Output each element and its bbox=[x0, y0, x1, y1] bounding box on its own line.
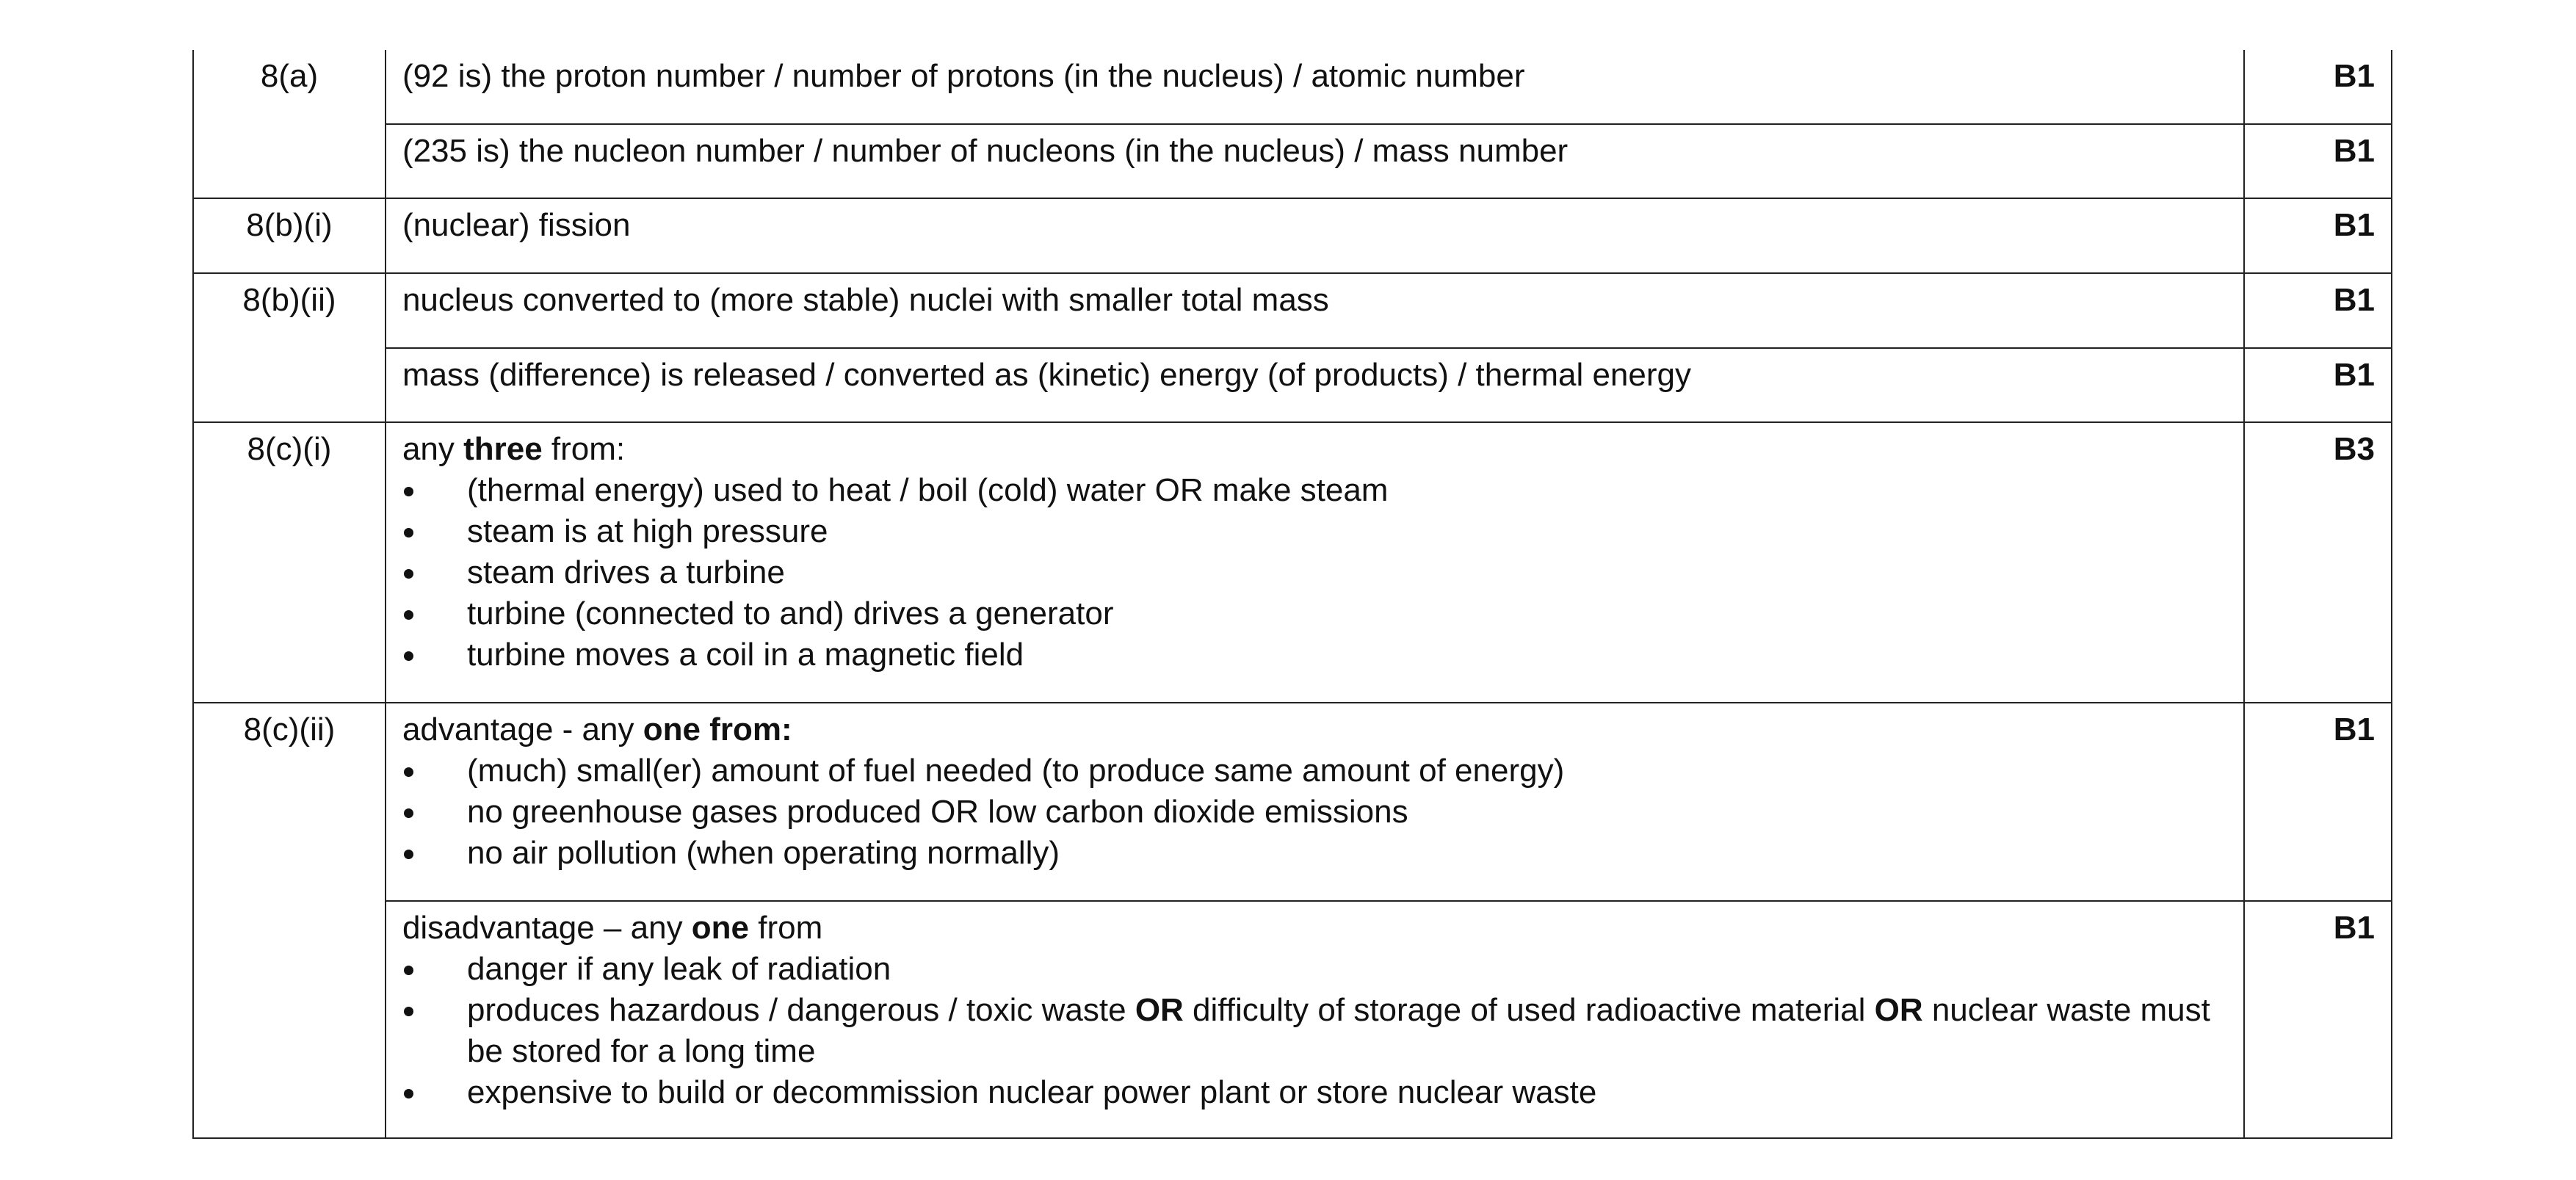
bullet-icon bbox=[404, 808, 413, 818]
mark-cell bbox=[2244, 901, 2392, 1138]
question-number: 8(a) bbox=[260, 58, 319, 94]
list-item: turbine moves a coil in a magnetic field bbox=[402, 634, 2229, 676]
answer-cell bbox=[386, 422, 2244, 703]
table-row bbox=[193, 198, 2392, 273]
answer-text: nucleus converted to (more stable) nuclei with smaller total mass bbox=[402, 282, 1329, 318]
question-number-cell bbox=[193, 273, 386, 422]
table-row bbox=[193, 273, 2392, 348]
mark-value: B3 bbox=[2333, 431, 2375, 467]
answer-bullet-list bbox=[402, 750, 2229, 874]
question-number-cell bbox=[193, 703, 386, 1138]
bullet-icon bbox=[404, 850, 413, 859]
mark-value: B1 bbox=[2333, 357, 2375, 393]
answer-cell bbox=[386, 50, 2244, 124]
answer-text: (235 is) the nucleon number / number of nucleons (in the nucleus) / mass number bbox=[402, 133, 1569, 169]
question-number-cell bbox=[193, 50, 386, 198]
table-row bbox=[193, 124, 2392, 198]
answer-bullet-list bbox=[402, 470, 2229, 676]
mark-value: B1 bbox=[2333, 207, 2375, 243]
table-row bbox=[193, 901, 2392, 1138]
mark-value: B1 bbox=[2333, 282, 2375, 318]
table-row bbox=[193, 422, 2392, 703]
answer-cell bbox=[386, 124, 2244, 198]
answer-cell bbox=[386, 273, 2244, 348]
table-row bbox=[193, 50, 2392, 124]
list-item: steam drives a turbine bbox=[402, 552, 2229, 593]
mark-value: B1 bbox=[2333, 712, 2375, 748]
list-item: steam is at high pressure bbox=[402, 511, 2229, 552]
answer-intro: disadvantage – any one from bbox=[402, 910, 823, 946]
mark-cell bbox=[2244, 348, 2392, 422]
bullet-icon bbox=[404, 487, 413, 496]
answer-bullet-list bbox=[402, 949, 2229, 1113]
list-item: turbine (connected to and) drives a generator bbox=[402, 593, 2229, 634]
bullet-icon bbox=[404, 651, 413, 661]
mark-cell bbox=[2244, 273, 2392, 348]
bullet-icon bbox=[404, 610, 413, 620]
answer-text: (92 is) the proton number / number of protons (in the nucleus) / atomic number bbox=[402, 58, 1525, 94]
mark-value: B1 bbox=[2333, 58, 2375, 94]
question-number: 8(c)(ii) bbox=[243, 712, 336, 748]
answer-cell bbox=[386, 198, 2244, 273]
answer-intro: any three from: bbox=[402, 431, 626, 467]
question-number: 8(b)(i) bbox=[246, 207, 333, 243]
list-item: no air pollution (when operating normally) bbox=[402, 833, 2229, 874]
bullet-icon bbox=[404, 966, 413, 975]
list-item: produces hazardous / dangerous / toxic waste OR difficulty of storage of used radioactive material OR nuclear waste must be stored for a long time bbox=[402, 990, 2229, 1072]
bullet-icon bbox=[404, 569, 413, 579]
answer-intro: advantage - any one from: bbox=[402, 712, 792, 748]
mark-cell bbox=[2244, 124, 2392, 198]
mark-cell bbox=[2244, 703, 2392, 901]
list-item: danger if any leak of radiation bbox=[402, 949, 2229, 990]
list-item: (much) small(er) amount of fuel needed (to produce same amount of energy) bbox=[402, 750, 2229, 792]
list-item: (thermal energy) used to heat / boil (cold) water OR make steam bbox=[402, 470, 2229, 511]
answer-cell bbox=[386, 703, 2244, 901]
bullet-icon bbox=[404, 528, 413, 537]
question-number: 8(c)(i) bbox=[247, 431, 332, 467]
answer-text: (nuclear) fission bbox=[402, 207, 631, 243]
mark-value: B1 bbox=[2333, 133, 2375, 169]
question-number-cell bbox=[193, 198, 386, 273]
mark-cell bbox=[2244, 198, 2392, 273]
question-number: 8(b)(ii) bbox=[242, 282, 336, 318]
answer-cell bbox=[386, 348, 2244, 422]
answer-cell bbox=[386, 901, 2244, 1138]
mark-cell bbox=[2244, 50, 2392, 124]
answer-text: mass (difference) is released / converted as (kinetic) energy (of products) / thermal energy bbox=[402, 357, 1691, 393]
bullet-icon bbox=[404, 1089, 413, 1098]
list-item: expensive to build or decommission nuclear power plant or store nuclear waste bbox=[402, 1072, 2229, 1113]
mark-cell bbox=[2244, 422, 2392, 703]
bullet-icon bbox=[404, 1007, 413, 1016]
question-number-cell bbox=[193, 422, 386, 703]
bullet-icon bbox=[404, 767, 413, 777]
mark-value: B1 bbox=[2333, 910, 2375, 946]
table-row bbox=[193, 703, 2392, 901]
table-row bbox=[193, 348, 2392, 422]
list-item: no greenhouse gases produced OR low carbon dioxide emissions bbox=[402, 792, 2229, 833]
mark-scheme-table bbox=[192, 50, 2392, 1139]
